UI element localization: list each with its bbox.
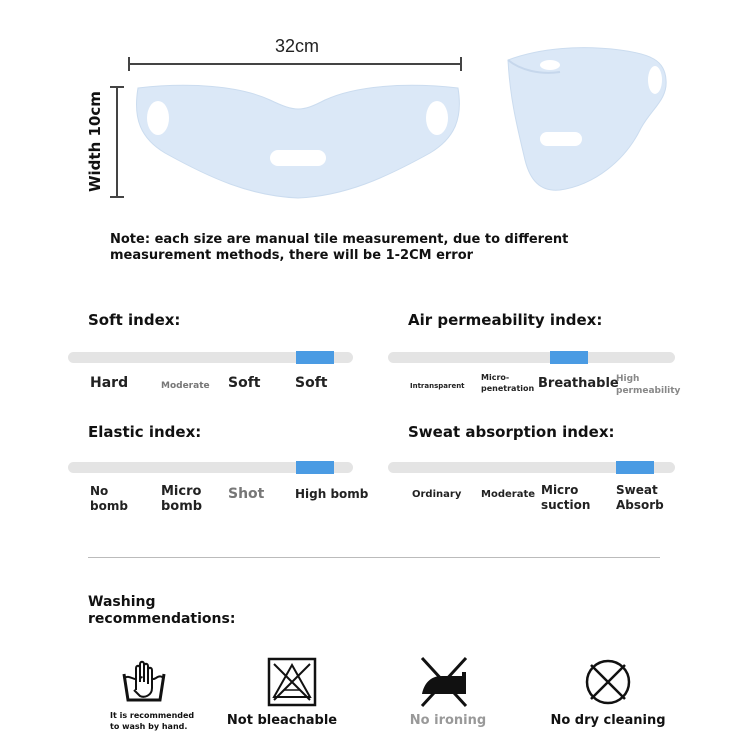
soft-label-3: Soft	[228, 375, 261, 391]
sweat-index-fill	[616, 461, 654, 474]
sweat-label-4: Sweat Absorb	[616, 483, 664, 512]
air-label-3: Breathable	[538, 376, 619, 391]
air-label-2: Micro-penetration	[481, 373, 535, 393]
section-divider	[88, 557, 660, 558]
sweat-label-1: Ordinary	[412, 489, 462, 500]
hand-wash-icon	[118, 656, 170, 708]
air-label-1: Intransparent	[410, 382, 465, 390]
elastic-label-1: No bomb	[90, 484, 128, 513]
sweat-label-3: Micro suction	[541, 483, 591, 512]
length-dimension-label: 32cm	[275, 36, 320, 56]
soft-label-2: Moderate	[161, 381, 210, 391]
soft-index-fill	[296, 351, 334, 364]
width-tick-bottom	[110, 196, 124, 198]
soft-index-track	[68, 352, 353, 363]
length-dimension-line	[128, 63, 462, 65]
width-dimension-label: Width 10cm	[86, 91, 104, 192]
length-tick-left	[128, 57, 130, 71]
sweat-label-2: Moderate	[481, 489, 536, 500]
elastic-label-4: High bomb	[295, 487, 369, 501]
measurement-note: Note: each size are manual tile measurement, due to different measurement methods, there will be 1-2CM error	[110, 232, 569, 263]
width-tick-top	[110, 86, 124, 88]
soft-label-1: Hard	[90, 375, 129, 391]
air-index-title: Air permeability index:	[408, 311, 603, 329]
elastic-label-3: Shot	[228, 486, 265, 502]
length-tick-right	[460, 57, 462, 71]
elastic-index-fill	[296, 461, 334, 474]
sweat-index-title: Sweat absorption index:	[408, 423, 615, 441]
elastic-label-2: Micro bomb	[161, 484, 203, 514]
width-dimension	[80, 84, 110, 196]
soft-label-4: Soft	[295, 375, 328, 391]
soft-index-title: Soft index:	[88, 311, 181, 329]
elastic-index-title: Elastic index:	[88, 423, 202, 441]
no-bleach-label: Not bleachable	[226, 713, 338, 728]
air-index-track	[388, 352, 675, 363]
no-dry-clean-icon	[582, 656, 634, 708]
mask-flat-image	[130, 78, 465, 203]
elastic-index-track	[68, 462, 353, 473]
width-dimension-line	[116, 86, 118, 198]
hand-wash-label: It is recommended to wash by hand.	[110, 711, 195, 731]
no-iron-icon	[418, 656, 470, 708]
no-iron-label: No ironing	[409, 713, 487, 728]
air-index-fill	[550, 351, 588, 364]
sweat-index-track	[388, 462, 675, 473]
air-label-4: High permeability	[616, 374, 681, 396]
no-dry-clean-label: No dry cleaning	[550, 713, 666, 728]
no-bleach-icon	[266, 656, 318, 708]
washing-title: Washing recommendations:	[88, 594, 236, 627]
mask-worn-image	[500, 40, 670, 200]
